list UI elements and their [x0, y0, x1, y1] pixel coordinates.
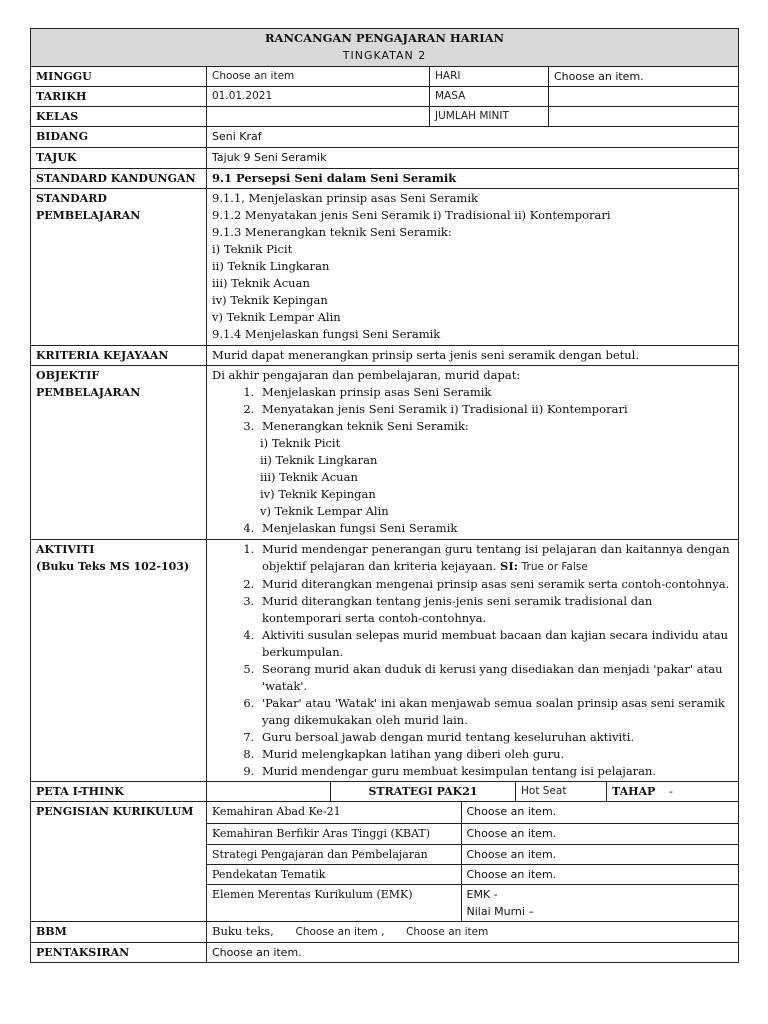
- list-item: 6. 'Pakar' atau 'Watak' ini akan menjawab semua soalan prinsip asas seni seramik yang dikemukakan oleh murid lain.: [258, 695, 733, 729]
- masa-label: MASA: [430, 87, 549, 107]
- sp-line: 9.1.4 Menjelaskan fungsi Seni Seramik: [212, 327, 441, 341]
- kelas-field[interactable]: [207, 107, 430, 127]
- pengisian-dropdown[interactable]: Choose an item.: [461, 802, 738, 823]
- bbm-cell: [207, 921, 739, 942]
- standard-kandungan-label: STANDARD KANDUNGAN: [31, 169, 207, 189]
- jumlah-minit-label: JUMLAH MINIT: [430, 107, 549, 127]
- tajuk-value[interactable]: Tajuk 9 Seni Seramik: [207, 148, 739, 169]
- pengisian-item-name: Kemahiran Berfikir Aras Tinggi (KBAT): [207, 823, 461, 844]
- peta-ithink-label: PETA I-THINK: [31, 782, 207, 802]
- list-item: 4. Menjelaskan fungsi Seni Seramik: [258, 520, 733, 537]
- objektif-list-continued: [212, 520, 733, 537]
- list-item-text: Menerangkan teknik Seni Seramik:: [262, 419, 469, 433]
- pengisian-item-name: Strategi Pengajaran dan Pembelajaran: [207, 844, 461, 864]
- jumlah-minit-field[interactable]: [549, 107, 739, 127]
- bbm-label: BBM: [31, 921, 207, 942]
- list-item: 1. Menjelaskan prinsip asas Seni Seramik: [258, 384, 733, 401]
- si-dropdown[interactable]: True or False: [521, 561, 588, 573]
- peta-ithink-value[interactable]: [207, 782, 331, 802]
- objektif-list: [212, 384, 733, 435]
- aktiviti-label-sub: (Buku Teks MS 102-103): [36, 560, 190, 573]
- tajuk-label: TAJUK: [31, 148, 207, 169]
- aktiviti-list: [212, 541, 733, 780]
- bidang-value[interactable]: Seni Kraf: [207, 127, 739, 148]
- header-cell: [31, 29, 739, 67]
- list-item: 9. Murid mendengar guru membuat kesimpulan tentang isi pelajaran.: [258, 763, 733, 780]
- page-subtitle: TINGKATAN 2: [342, 49, 427, 62]
- kelas-label: KELAS: [31, 107, 207, 127]
- pengisian-cell: [207, 802, 739, 922]
- sp-line: 9.1.1, Menjelaskan prinsip asas Seni Seramik: [212, 191, 478, 205]
- list-item: 4. Aktiviti susulan selepas murid membuat bacaan dan kajian secara individu atau berkumpulan.: [258, 627, 733, 661]
- objektif-subitem: v) Teknik Lempar Alin: [260, 504, 389, 518]
- bbm-prefix: Buku teks,: [212, 923, 274, 938]
- list-item-text: Murid mendengar penerangan guru tentang isi pelajaran dan kaitannya dengan objektif pelajaran dan kriteria kejayaan.: [262, 542, 730, 573]
- standard-kandungan-value[interactable]: 9.1 Persepsi Seni dalam Seni Seramik: [207, 169, 739, 189]
- bidang-label: BIDANG: [31, 127, 207, 148]
- kriteria-label: KRITERIA KEJAYAAN: [31, 346, 207, 366]
- objektif-subitem: iii) Teknik Acuan: [260, 470, 358, 484]
- pengisian-item-name: Pendekatan Tematik: [207, 864, 461, 884]
- tarikh-date-field[interactable]: 01.01.2021: [207, 87, 430, 107]
- objektif-subitem: ii) Teknik Lingkaran: [260, 453, 378, 467]
- si-label: SI:: [500, 559, 518, 573]
- emk-value: EMK -: [466, 887, 498, 901]
- sp-line: iv) Teknik Kepingan: [212, 293, 328, 307]
- pengisian-item-name: Kemahiran Abad Ke-21: [207, 802, 461, 823]
- minggu-dropdown[interactable]: Choose an item: [207, 67, 430, 87]
- hari-dropdown[interactable]: Choose an item.: [549, 67, 739, 87]
- list-item: [258, 418, 733, 435]
- sp-line: iii) Teknik Acuan: [212, 276, 310, 290]
- list-item: 5. Seorang murid akan duduk di kerusi yang disediakan dan menjadi 'pakar' atau 'watak'.: [258, 661, 733, 695]
- sp-line: 9.1.3 Menerangkan teknik Seni Seramik:: [212, 225, 452, 239]
- kriteria-value[interactable]: Murid dapat menerangkan prinsip serta jenis seni seramik dengan betul.: [207, 346, 739, 366]
- list-item: 8. Murid melengkapkan latihan yang diberi oleh guru.: [258, 746, 733, 763]
- pentaksiran-label: PENTAKSIRAN: [31, 942, 207, 962]
- bbm-dropdown-1[interactable]: Choose an item ,: [295, 925, 385, 938]
- bbm-dropdown-2[interactable]: Choose an item: [406, 925, 489, 938]
- objektif-subitem: i) Teknik Picit: [260, 436, 341, 450]
- standard-pembelajaran-cell[interactable]: [207, 189, 739, 346]
- aktiviti-label-cell: [31, 540, 207, 782]
- nilai-murni-value: Nilai Murni –: [466, 904, 534, 918]
- page-title: RANCANGAN PENGAJARAN HARIAN: [265, 31, 505, 45]
- strategi-label: STRATEGI PAK21: [331, 782, 516, 802]
- pengisian-label: PENGISIAN KURIKULUM: [31, 802, 207, 922]
- tahap-cell: [607, 782, 739, 802]
- list-item: 2. Menyatakan jenis Seni Seramik i) Tradisional ii) Kontemporari: [258, 401, 733, 418]
- pengisian-dropdown[interactable]: Choose an item.: [461, 823, 738, 844]
- list-item: 3. Murid diterangkan tentang jenis-jenis seni seramik tradisional dan kontemporari serta contoh-contohnya.: [258, 593, 733, 627]
- objektif-cell[interactable]: [207, 366, 739, 540]
- objektif-subitem: iv) Teknik Kepingan: [260, 487, 376, 501]
- pentaksiran-dropdown[interactable]: Choose an item.: [207, 942, 739, 962]
- pengisian-dropdown[interactable]: Choose an item.: [461, 864, 738, 884]
- standard-pembelajaran-label: STANDARD PEMBELAJARAN: [31, 189, 207, 346]
- sp-line: ii) Teknik Lingkaran: [212, 259, 330, 273]
- sp-line: v) Teknik Lempar Alin: [212, 310, 341, 324]
- emk-cell[interactable]: [461, 884, 738, 921]
- list-item: 2. Murid diterangkan mengenai prinsip asas seni seramik serta contoh-contohnya.: [258, 576, 733, 593]
- lesson-plan-table: [30, 28, 739, 963]
- aktiviti-label: AKTIVITI: [36, 543, 95, 556]
- minggu-label: MINGGU: [31, 67, 207, 87]
- tarikh-label: TARIKH: [31, 87, 207, 107]
- objektif-intro: Di akhir pengajaran dan pembelajaran, murid dapat:: [212, 368, 521, 382]
- strategi-dropdown[interactable]: Hot Seat: [516, 782, 607, 802]
- lesson-plan-sheet: [30, 28, 738, 963]
- list-item: [258, 541, 733, 576]
- pengisian-item-name: Elemen Merentas Kurikulum (EMK): [207, 884, 461, 921]
- sp-line: i) Teknik Picit: [212, 242, 293, 256]
- hari-label: HARI: [430, 67, 549, 87]
- pengisian-dropdown[interactable]: Choose an item.: [461, 844, 738, 864]
- aktiviti-cell[interactable]: [207, 540, 739, 782]
- masa-field[interactable]: [549, 87, 739, 107]
- sp-line: 9.1.2 Menyatakan jenis Seni Seramik i) Tradisional ii) Kontemporari: [212, 208, 611, 222]
- pengisian-table: [207, 802, 738, 921]
- list-item: 7. Guru bersoal jawab dengan murid tentang keseluruhan aktiviti.: [258, 729, 733, 746]
- objektif-label: OBJEKTIF PEMBELAJARAN: [31, 366, 207, 540]
- tahap-label: TAHAP: [612, 785, 656, 798]
- tahap-value[interactable]: -: [668, 784, 673, 798]
